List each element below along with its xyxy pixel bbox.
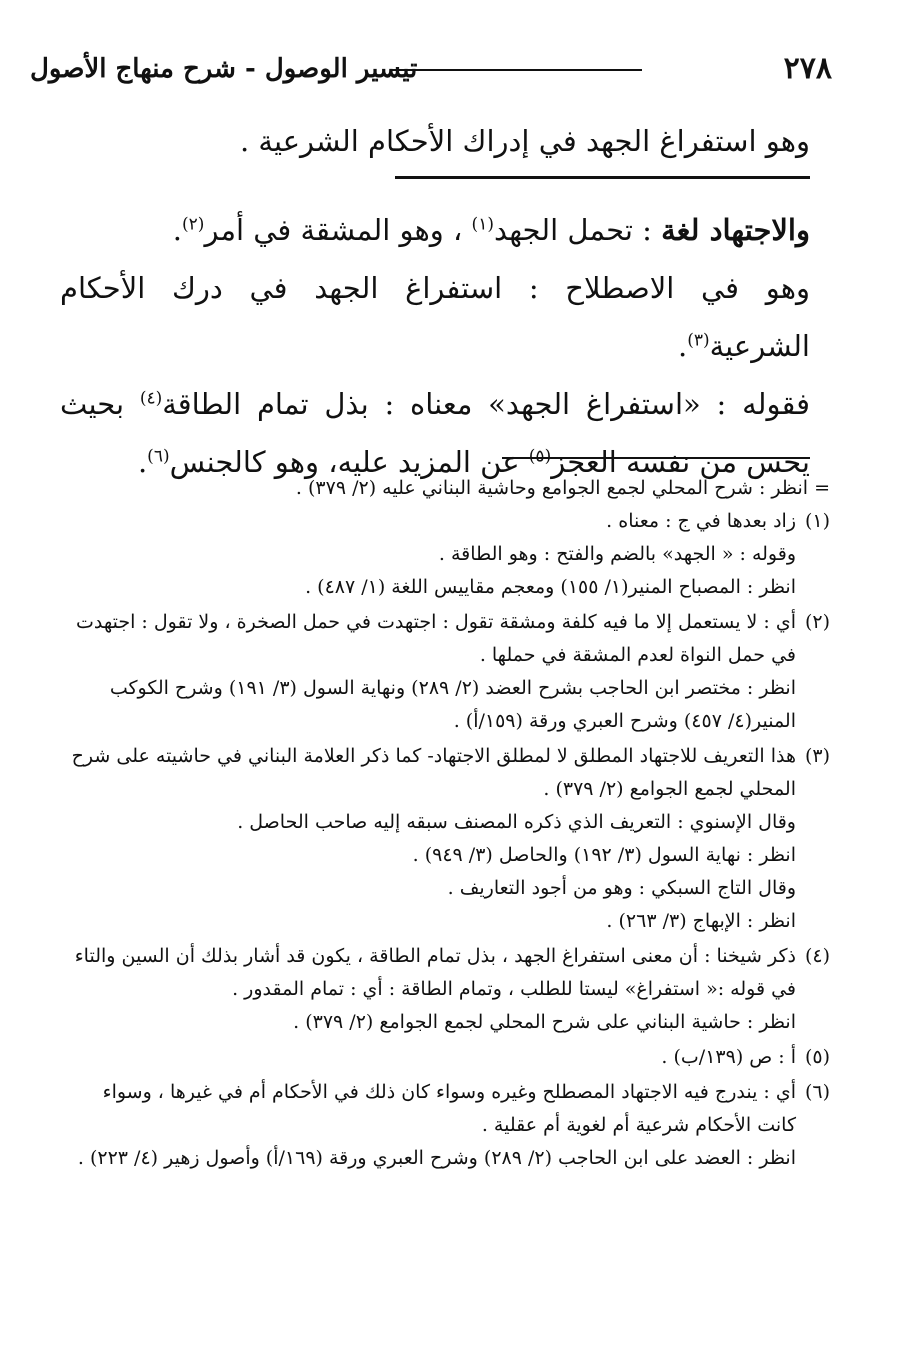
footnote-line: انظر : نهاية السول (٣/ ١٩٢) والحاصل (٣/ ٩٤٩) . xyxy=(412,844,796,866)
p2-text-a: : تحمل الجهد xyxy=(493,213,662,247)
footnote-separator xyxy=(502,457,810,459)
paragraph-2 xyxy=(60,201,810,259)
footnote-number: (٣) xyxy=(804,745,830,767)
footnote-carryover: = انظر : شرح المحلي لجمع الجوامع وحاشية البناني عليه (٢/ ٣٧٩) . xyxy=(295,477,830,499)
footnote-ref-3[interactable]: (٣) xyxy=(687,330,710,351)
footnote-line: ذكر شيخنا : أن معنى استفراغ الجهد ، بذل تمام الطاقة ، يكون قد أشار بذلك أن السين والتاء في قوله :« استفراغ» ليستا للطلب ، وتمام الطاقة : أي : تمام المقدور . xyxy=(74,945,796,1000)
footnote-line: أ : ص (١٣٩/ب) . xyxy=(661,1046,796,1068)
footnote-4 xyxy=(60,940,830,1039)
footnote-line: أي : لا يستعمل إلا ما فيه كلفة ومشقة تقول : اجتهدت في حمل الصخرة ، ولا تقول : اجتهدت في حمل النواة لعدم المشقة في حملها . xyxy=(76,611,796,666)
footnote-3 xyxy=(60,740,830,938)
footnote-number: (١) xyxy=(804,510,830,532)
page-number: ٢٧٨ xyxy=(783,51,832,86)
footnote-ref-2[interactable]: (٢) xyxy=(182,214,205,235)
footnote-line: وقال التاج السبكي : وهو من أجود التعاريف . xyxy=(447,877,796,899)
p2-text-b: ، وهو المشقة في أمر xyxy=(204,213,472,247)
footnote-line: انظر : المصباح المنير(١/ ١٥٥) ومعجم مقاييس اللغة (١/ ٤٨٧) . xyxy=(305,576,796,598)
footnote-line: زاد بعدها في ج : معناه . xyxy=(606,510,796,532)
footnote-ref-4[interactable]: (٤) xyxy=(139,388,163,409)
paragraph-3 xyxy=(60,259,810,375)
footnote-line: وقال الإسنوي : التعريف الذي ذكره المصنف سبقه إليه صاحب الحاصل . xyxy=(237,811,796,833)
footnotes xyxy=(60,472,830,1177)
section-rule xyxy=(395,176,810,179)
p4-text-c: عن المزيد عليه، وهو كالجنس xyxy=(169,445,529,479)
p4-text-b: بحيث يحس من نفسه العجز xyxy=(60,387,810,479)
footnote-ref-1[interactable]: (١) xyxy=(471,214,494,235)
footnote-line: انظر : الإبهاج (٣/ ٢٦٣) . xyxy=(606,910,796,932)
footnote-5 xyxy=(60,1041,830,1074)
p3-text-b: . xyxy=(677,329,688,363)
header-rule xyxy=(390,69,642,71)
footnote-number: (٦) xyxy=(804,1081,830,1103)
footnote-6 xyxy=(60,1076,830,1175)
paragraph-1: وهو استفراغ الجهد في إدراك الأحكام الشرعية . xyxy=(239,124,810,158)
footnote-number: (٢) xyxy=(804,611,830,633)
footnote-line: انظر : مختصر ابن الحاجب بشرح العضد (٢/ ٢٨٩) ونهاية السول (٣/ ١٩١) وشرح الكوكب المنير(٤/ ٤٥٧) وشرح العبري ورقة (١٥٩/أ) . xyxy=(109,677,796,732)
p2-text-c: . xyxy=(172,213,183,247)
running-title: تيسير الوصول - شرح منهاج الأصول xyxy=(30,54,418,84)
p3-text-a: وهو في الاصطلاح : استفراغ الجهد في درك الأحكام الشرعية xyxy=(60,271,810,363)
p4-text-a: فقوله : «استفراغ الجهد» معناه : بذل تمام الطاقة xyxy=(162,387,810,421)
footnote-number: (٥) xyxy=(804,1046,830,1068)
footnote-2 xyxy=(60,606,830,738)
footnote-line: هذا التعريف للاجتهاد المطلق لا لمطلق الاجتهاد- كما ذكر العلامة البناني في حاشيته على شرح المحلي لجمع الجوامع (٢/ ٣٧٩) . xyxy=(71,745,796,800)
footnote-line: انظر : حاشية البناني على شرح المحلي لجمع الجوامع (٢/ ٣٧٩) . xyxy=(293,1011,796,1033)
footnote-ref-5[interactable]: (٥) xyxy=(528,446,552,467)
footnote-line: أي : يندرج فيه الاجتهاد المصطلح وغيره وسواء كان ذلك في الأحكام أم في غيرها ، وسواء كانت الأحكام شرعية أم لغوية أم عقلية . xyxy=(102,1081,796,1136)
footnote-1 xyxy=(60,505,830,604)
page-header xyxy=(30,44,832,94)
footnote-line: وقوله : « الجهد» بالضم والفتح : وهو الطاقة . xyxy=(438,543,796,565)
main-text xyxy=(60,112,810,491)
footnote-ref-6[interactable]: (٦) xyxy=(147,446,170,467)
term-ijtihad: والاجتهاد لغة xyxy=(661,213,810,247)
p4-text-d: . xyxy=(137,445,148,479)
footnote-line: انظر : العضد على ابن الحاجب (٢/ ٢٨٩) وشرح العبري ورقة (١٦٩/أ) وأصول زهير (٤/ ٢٢٣) . xyxy=(77,1147,796,1169)
footnote-number: (٤) xyxy=(804,945,830,967)
